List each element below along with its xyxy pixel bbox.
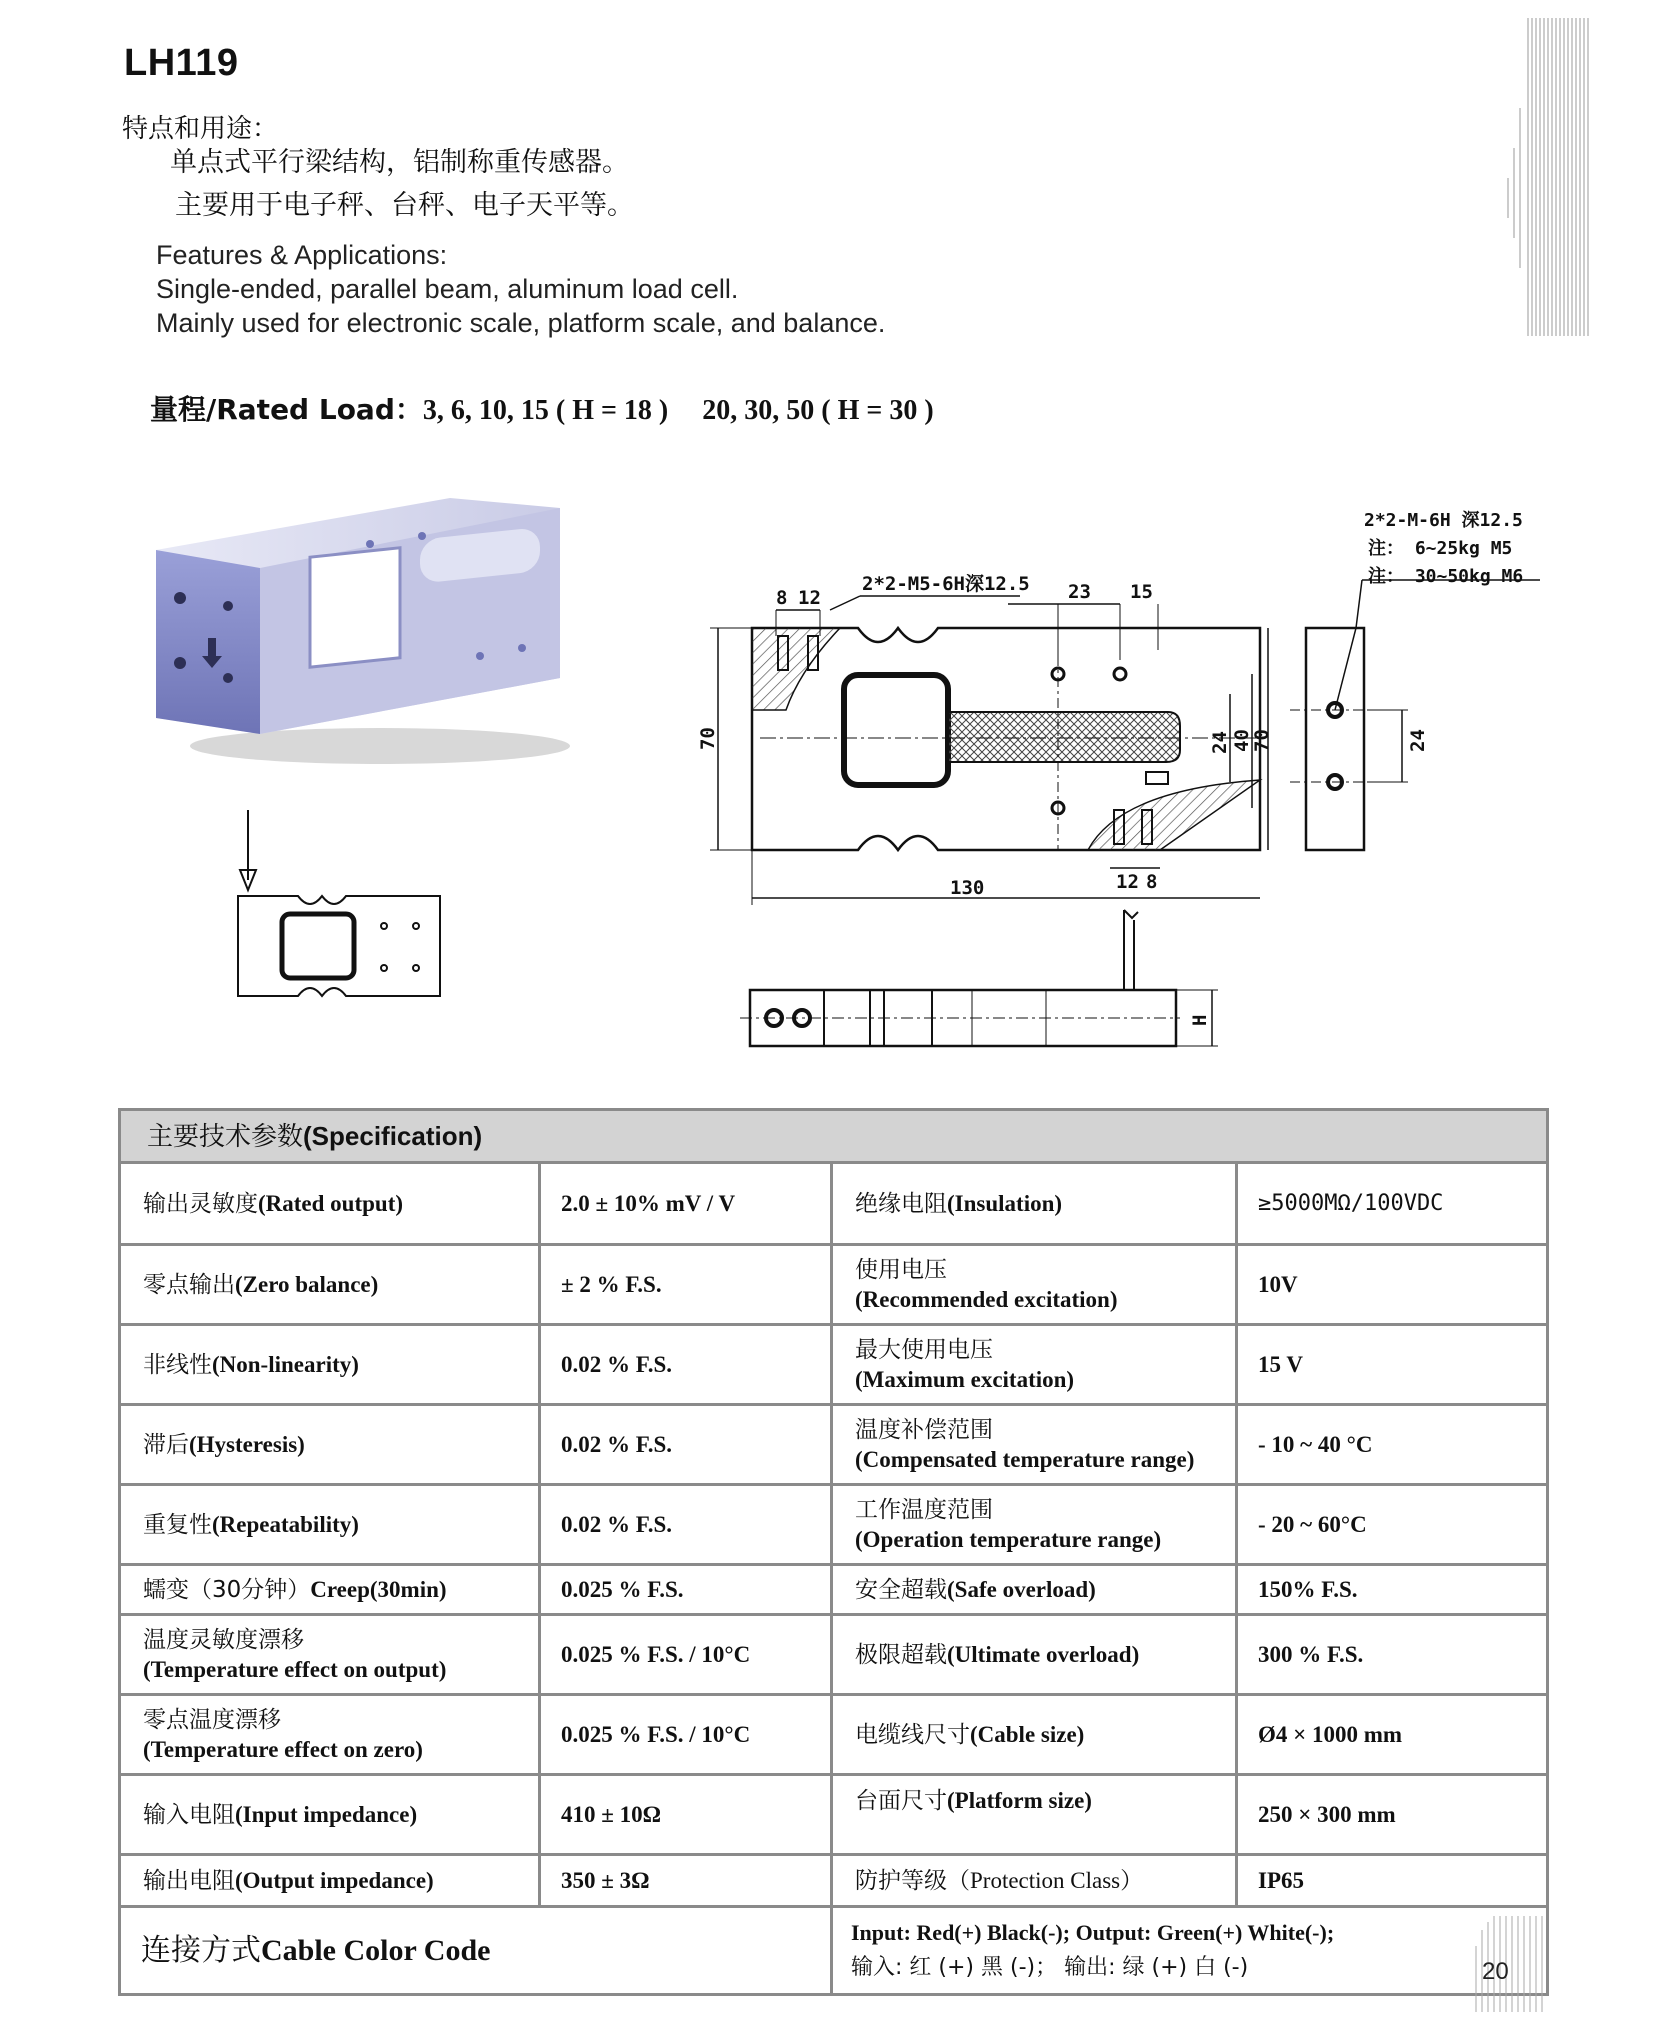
- spec-header-row: [120, 1110, 1548, 1163]
- spec-title: 主要技术参数(Specification): [120, 1110, 1548, 1163]
- dim-h: H: [1189, 1014, 1211, 1026]
- dim-70-right: 70: [1251, 729, 1273, 752]
- note-6-25kg: 注： 6~25kg M5: [1368, 538, 1513, 559]
- value-protection-class: IP65: [1237, 1855, 1548, 1907]
- value-cable-size: Ø4 × 1000 mm: [1237, 1695, 1548, 1775]
- param-hysteresis: 滞后(Hysteresis): [120, 1405, 540, 1485]
- rated-load-range1: 3, 6, 10, 15 ( H = 18 ): [422, 395, 669, 426]
- value-rated-output: 2.0 ± 10% mV / V: [540, 1163, 832, 1245]
- decorative-stripes: [1500, 18, 1596, 336]
- model-title: LH119: [124, 42, 239, 84]
- dim-12: 12: [798, 587, 821, 609]
- value-non-linearity: 0.02 % F.S.: [540, 1325, 832, 1405]
- value-recommended-excitation: 10V: [1237, 1245, 1548, 1325]
- param-compensated-temp: 温度补偿范围 (Compensated temperature range): [832, 1405, 1237, 1485]
- dim-thread-front: 2*2-M5-6H深12.5: [862, 573, 1030, 595]
- cable-color-value: Input: Red(+) Black(-); Output: Green(+) White(-); 输入: 红 (+) 黑 (-)； 输出: 绿 (+) 白 (-): [832, 1907, 1548, 1995]
- value-creep: 0.025 % F.S.: [540, 1565, 832, 1615]
- dim-12-bottom: 12: [1116, 871, 1139, 893]
- param-temp-effect-zero: 零点温度漂移 (Temperature effect on zero): [120, 1695, 540, 1775]
- param-protection-class: 防护等级（Protection Class）: [832, 1855, 1237, 1907]
- dim-8: 8: [776, 587, 788, 609]
- value-temp-effect-output: 0.025 % F.S. / 10°C: [540, 1615, 832, 1695]
- param-creep: 蠕变（30分钟）Creep(30min): [120, 1565, 540, 1615]
- dim-8-bottom: 8: [1146, 871, 1158, 893]
- value-zero-balance: ± 2 % F.S.: [540, 1245, 832, 1325]
- rated-load-label: 量程/Rated Load：: [150, 393, 423, 426]
- note-30-50kg: 注： 30~50kg M6: [1368, 566, 1524, 587]
- features-cn-heading: 特点和用途：: [122, 114, 279, 144]
- dim-40: 40: [1231, 729, 1253, 752]
- value-output-impedance: 350 ± 3Ω: [540, 1855, 832, 1907]
- param-ultimate-overload: 极限超载(Ultimate overload): [832, 1615, 1237, 1695]
- value-temp-effect-zero: 0.025 % F.S. / 10°C: [540, 1695, 832, 1775]
- param-input-impedance: 输入电阻(Input impedance): [120, 1775, 540, 1855]
- value-safe-overload: 150% F.S.: [1237, 1565, 1548, 1615]
- dim-24: 24: [1209, 731, 1231, 754]
- param-zero-balance: 零点输出(Zero balance): [120, 1245, 540, 1325]
- top-view-sketch: [228, 810, 460, 1010]
- table-row: [120, 1615, 1548, 1695]
- value-repeatability: 0.02 % F.S.: [540, 1485, 832, 1565]
- features-en-heading: Features & Applications:: [156, 240, 448, 270]
- value-maximum-excitation: 15 V: [1237, 1325, 1548, 1405]
- value-platform-size: 250 × 300 mm: [1237, 1775, 1548, 1855]
- note-thread: 2*2-M-6H 深12.5: [1364, 510, 1523, 531]
- param-maximum-excitation: 最大使用电压 (Maximum excitation): [832, 1325, 1237, 1405]
- features-cn-line2: 主要用于电子秤、台秤、电子天平等。: [175, 190, 634, 221]
- table-row: [120, 1405, 1548, 1485]
- cable-color-label: 连接方式Cable Color Code: [120, 1907, 832, 1995]
- table-row: [120, 1775, 1548, 1855]
- bottom-view-drawing: [740, 908, 1240, 1058]
- param-platform-size: 台面尺寸(Platform size): [832, 1775, 1237, 1855]
- page-number: 20: [1482, 1958, 1509, 1985]
- spec-table: [118, 1108, 1549, 1996]
- product-photo: [150, 488, 580, 778]
- features-en-line2: Mainly used for electronic scale, platform scale, and balance.: [156, 308, 886, 338]
- param-insulation: 绝缘电阻(Insulation): [832, 1163, 1237, 1245]
- table-row: [120, 1245, 1548, 1325]
- cable-color-row: [120, 1907, 1548, 1995]
- param-output-impedance: 输出电阻(Output impedance): [120, 1855, 540, 1907]
- param-non-linearity: 非线性(Non-linearity): [120, 1325, 540, 1405]
- side-dim-24: 24: [1407, 729, 1429, 752]
- value-hysteresis: 0.02 % F.S.: [540, 1405, 832, 1485]
- param-cable-size: 电缆线尺寸(Cable size): [832, 1695, 1237, 1775]
- table-row: [120, 1163, 1548, 1245]
- rated-load-range2: 20, 30, 50 ( H = 30 ): [702, 395, 934, 426]
- features-cn-line1: 单点式平行梁结构，铝制称重传感器。: [170, 147, 629, 178]
- dim-70-left: 70: [697, 727, 719, 750]
- table-row: [120, 1565, 1548, 1615]
- param-operation-temp: 工作温度范围 (Operation temperature range): [832, 1485, 1237, 1565]
- value-operation-temp: - 20 ~ 60°C: [1237, 1485, 1548, 1565]
- table-row: [120, 1485, 1548, 1565]
- front-view-drawing: [690, 500, 1273, 905]
- dim-15: 15: [1130, 581, 1153, 603]
- param-safe-overload: 安全超载(Safe overload): [832, 1565, 1237, 1615]
- param-rated-output: 输出灵敏度(Rated output): [120, 1163, 540, 1245]
- table-row: [120, 1325, 1548, 1405]
- value-insulation: ≥5000MΩ/100VDC: [1237, 1163, 1548, 1245]
- rated-load: [150, 388, 934, 428]
- features-en-line1: Single-ended, parallel beam, aluminum load cell.: [156, 274, 739, 304]
- value-ultimate-overload: 300 % F.S.: [1237, 1615, 1548, 1695]
- table-row: [120, 1695, 1548, 1775]
- dim-23: 23: [1068, 581, 1091, 603]
- table-row: [120, 1855, 1548, 1907]
- dim-130: 130: [950, 877, 985, 899]
- value-input-impedance: 410 ± 10Ω: [540, 1775, 832, 1855]
- param-temp-effect-output: 温度灵敏度漂移 (Temperature effect on output): [120, 1615, 540, 1695]
- value-compensated-temp: - 10 ~ 40 °C: [1237, 1405, 1548, 1485]
- param-recommended-excitation: 使用电压 (Recommended excitation): [832, 1245, 1237, 1325]
- param-repeatability: 重复性(Repeatability): [120, 1485, 540, 1565]
